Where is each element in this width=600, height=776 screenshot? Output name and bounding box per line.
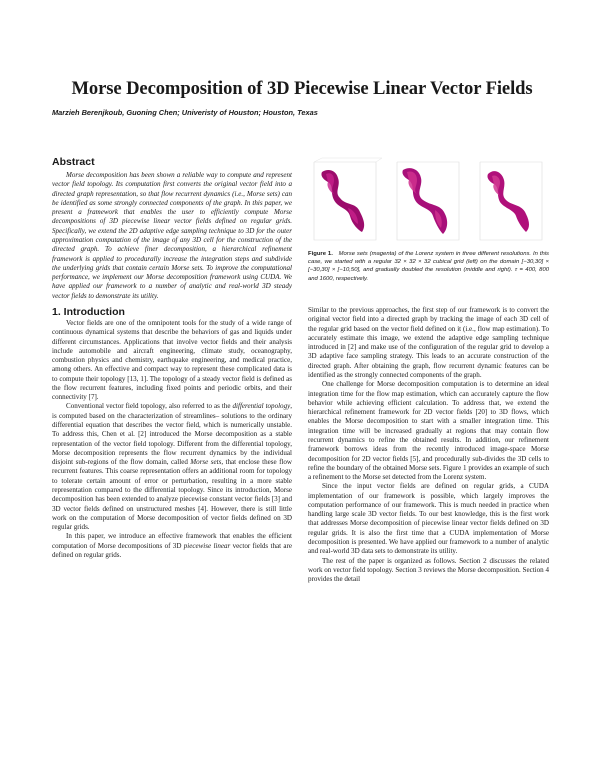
right-column — [308, 306, 549, 584]
right-paragraph-3: Since the input vector fields are defined on regular grids, a CUDA implementation of our framework is possible, which largely improves the computation performance of our framework. This is much needed in practice when handling large scale 3D vector fields. To our best knowledge, this is the first work that addresses Morse decomposition of piecewise linear vector fields defined on 3D regular grids. It is also the first time that a CUDA implementation of Morse decomposition is presented. We have applied our framework to a number of analytic and real-world 3D data sets to demonstrate its utility. — [308, 482, 549, 556]
paper-authors: Marzieh Berenjkoub, Guoning Chen; Univeristy of Houston; Houston, Texas — [52, 108, 318, 117]
figure-caption-text: Morse sets (magenta) of the Lorenz system in three different resolutions. In this case, we started with a regular 32 × 32 × 32 cubical grid (left) on the domain [−30,30] × [−30,30] × [−10,50], and gradually doubled the resolution (middle and right). τ = 400, 800 and 1600, respectively. — [308, 251, 549, 282]
figure-1-caption — [308, 250, 549, 283]
right-paragraph-2: One challenge for Morse decomposition computation is to determine an ideal integration time for the flow map estimation, which can accurately capture the flow behavior while achieving efficient calculation. To address that, we extend the hierarchical refinement framework for 2D vector fields [20] to 3D flows, which enables the Morse decomposition to start with a smaller integration time. This integration time will be increased gradually at regions that may contain flow recurrent dynamics to refine the obtained results. In addition, our refinement framework borrows ideas from the recently introduced image-space Morse decomposition for 2D vector fields [5], and procedurally sub-divides the 3D cells to refine the boundary of the obtained Morse sets. Figure 1 provides an example of such a refinement to the Morse set detected from the Lorenz system. — [308, 380, 549, 482]
intro-paragraph-3: In this paper, we introduce an effective framework that enables the efficient computation of Morse decompositions of 3D piecewise linear vector fields that are defined on regular grids. — [52, 532, 292, 559]
morse-set-image-high-res — [474, 156, 548, 246]
intro-paragraph-1: Vector fields are one of the omnipotent tools for the study of a wide range of continuous dynamical systems that describe the behaviors of gas and liquids under different circumstances. Applications that involve vector fields and their analysis include automobile and aircraft engineering, climate study, oceanography, combustion physics and chemistry, earthquake engineering, and medical practice, among others. An effective and compact way to represent these complicated data is to compute their topology [13, 1]. The topology of a steady vector field is defined as the flow recurrent features, including fixed points and periodic orbits, and their connectivity [7]. — [52, 318, 292, 402]
abstract-text: Morse decomposition has been shown a reliable way to compute and represent vector field topology. Its computation first converts the original vector field into a directed graph representation, so that flow recurrent dynamics (i.e., Morse sets) can be identified as some strongly connected components of the graph. In this paper, we present a framework that enables the user to efficiently compute Morse decompositions of 3D piecewise linear vector fields defined on regular grids. Specifically, we extend the 2D adaptive edge sampling technique to 3D for the outer approximation computation of the image of any 3D cell for the construction of the directed graph. To achieve finer decomposition, a hierarchical refinement framework is applied to procedurally increase the integration steps and subdivide the underlying grids that contain certain Morse sets. To improve the computational performance, we implement our Morse decomposition framework using CUDA. We have applied our framework to a number of analytic and real-world 3D steady vector fields to demonstrate its utility. — [52, 171, 292, 300]
figure-1 — [308, 156, 549, 250]
figure-label: Figure 1. — [308, 251, 333, 257]
left-column — [52, 156, 292, 560]
intro-paragraph-2: Conventional vector field topology, also referred to as the differential topology, is computed based on the characterization of streamlines– solutions to the ordinary differential equation that describes the vector field, which is numerically unstable. To address this, Chen et al. [2] introduced the Morse decomposition as a stable representation of the vector field topology. Different from the differential topology, Morse decomposition represents the flow recurrent dynamics by the individual disjoint sub-regions of the flow domain, called Morse sets, that enclose these flow recurrent features. This coarse representation offers an additional room for topology to tolerate certain amount of error or perturbation, resulting in a more stable representation compared to the differential topology. Since its introduction, Morse decomposition has been extended to analyze piecewise constant vector fields [3] and 3D vector fields defined on unstructured meshes [4]. However, there is still little work on the computation of Morse decomposition of vector fields defined on 3D regular grids. — [52, 402, 293, 532]
paper-title: Morse Decomposition of 3D Piecewise Linear Vector Fields — [71, 78, 533, 99]
morse-set-image-low-res — [308, 156, 382, 246]
morse-set-image-mid-res — [391, 156, 465, 246]
right-paragraph-4: The rest of the paper is organized as follows. Section 2 discusses the related work on vector field topology. Section 3 reviews the Morse decomposition. Section 4 provides the detail — [308, 556, 549, 584]
right-paragraph-1: Similar to the previous approaches, the first step of our framework is to convert the original vector field into a directed graph by tracking the image of each 3D cell of the regular grid based on the vector field defined on it (i.e., flow map estimation). To accurately estimate this image, we extend the adaptive edge sampling technique introduced in [2] and make use of the configuration of the regular grid to develop a 3D adaptive face sampling strategy. This leads to an accurate construction of the directed graph. After obtaining the graph, flow recurrent dynamic features can be identified as the strongly connected components of the graph. — [308, 306, 549, 379]
abstract-heading: Abstract — [52, 156, 95, 168]
introduction-heading: 1. Introduction — [52, 305, 125, 318]
